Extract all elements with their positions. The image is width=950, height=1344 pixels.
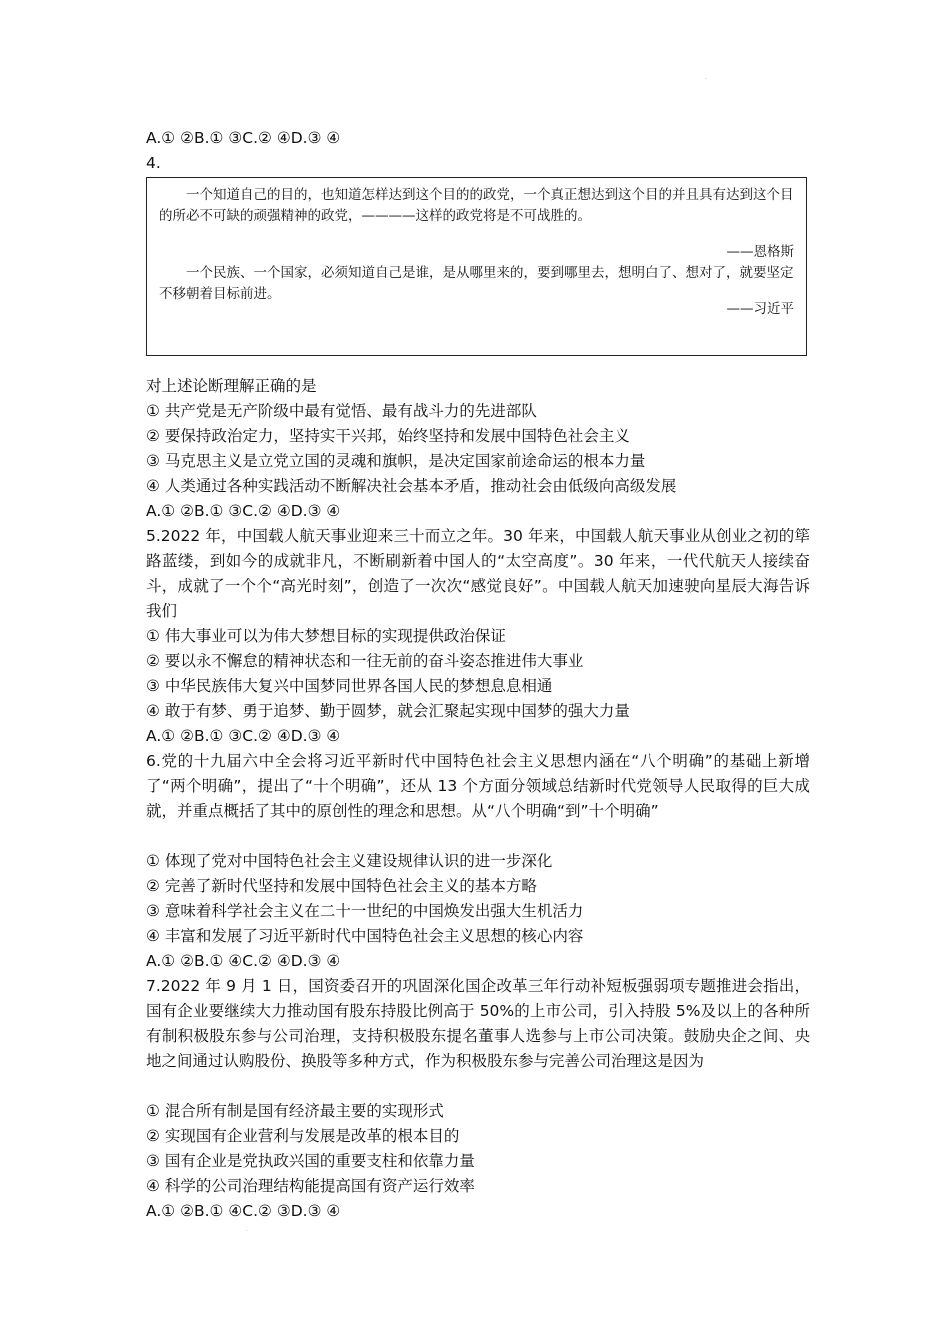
q5-item-4: ④ 敢于有梦、勇于追梦、勤于圆梦，就会汇聚起实现中国梦的强大力量 — [146, 702, 630, 720]
q5-item-2: ② 要以永不懈怠的精神状态和一往无前的奋斗姿态推进伟大事业 — [146, 652, 584, 670]
q5-options: A.① ②B.① ③C.② ④D.③ ④ — [146, 727, 341, 745]
q4-stem: 对上述论断理解正确的是 — [146, 377, 317, 395]
q6-stem: 6.党的十九届六中全会将习近平新时代中国特色社会主义思想内涵在“八个明确”的基础上新增了“两个明确”，提出了“十个明确”，还从 13 个方面分领域总结新时代党领导人民取得的巨大成就，并重点概括了其中的原创性的理念和思想。从“八个明确“到”十个明确” — [146, 752, 810, 820]
q3-options: A.① ②B.① ③C.② ④D.③ ④ — [146, 129, 341, 147]
xi-quote: 一个民族、一个国家，必须知道自己是谁，是从哪里来的，要到哪里去，想明白了、想对了，就要坚定不移朝着目标前进。 — [159, 265, 794, 302]
q7-options: A.① ②B.① ④C.② ③D.③ ④ — [146, 1202, 341, 1220]
q6-item-3: ③ 意味着科学社会主义在二十一世纪的中国焕发出强大生机活力 — [146, 902, 584, 920]
q7-stem: 7.2022 年 9 月 1 日，国资委召开的巩固深化国企改革三年行动补短板强弱项专题推进会指出，国有企业要继续大力推动国有股东持股比例高于 50%的上市公司，引入持股 5%及以上的各种所有制积极股东参与公司治理，支持积极股东提名董事人选参与上市公司决策。鼓励央企之间、央地之间通过认购股份、换股等多种方式，作为积极股东参与完善公司治理这是因为 — [146, 977, 810, 1070]
q6-item-2: ② 完善了新时代坚持和发展中国特色社会主义的基本方略 — [146, 877, 537, 895]
header-dot: · — [705, 76, 707, 83]
q7-item-1: ① 混合所有制是国有经济最主要的实现形式 — [146, 1102, 444, 1120]
q4-item-3: ③ 马克思主义是立党立国的灵魂和旗帜，是决定国家前途命运的根本力量 — [146, 452, 646, 470]
q7-item-3: ③ 国有企业是党执政兴国的重要支柱和依靠力量 — [146, 1152, 475, 1170]
q6-options: A.① ②B.① ④C.② ④D.③ ④ — [146, 952, 341, 970]
q4-item-1: ① 共产党是无产阶级中最有觉悟、最有战斗力的先进部队 — [146, 402, 537, 420]
q7-item-4: ④ 科学的公司治理结构能提高国有资产运行效率 — [146, 1177, 475, 1195]
q7-item-2: ② 实现国有企业营利与发展是改革的根本目的 — [146, 1127, 460, 1145]
q4-number: 4. — [146, 154, 161, 172]
q6-item-1: ① 体现了党对中国特色社会主义建设规律认识的进一步深化 — [146, 852, 553, 870]
engels-attribution: ——恩格斯 — [726, 244, 794, 260]
q4-item-2: ② 要保持政治定力，坚持实干兴邦，始终坚持和发展中国特色社会主义 — [146, 427, 630, 445]
q5-item-3: ③ 中华民族伟大复兴中国梦同世界各国人民的梦想息息相通 — [146, 677, 553, 695]
q4-options: A.① ②B.① ③C.② ④D.③ ④ — [146, 502, 341, 520]
q5-stem: 5.2022 年，中国载人航天事业迎来三十而立之年。30 年来，中国载人航天事业从创业之初的筚路蓝缕，到如今的成就非凡，不断刷新着中国人的“太空高度”。30 年来，一代代航天人接续奋斗，成就了一个个“高光时刻”，创造了一次次“感觉良好”。中国载人航天加速驶向星辰大海告诉我们 — [146, 527, 810, 620]
q5-item-1: ① 伟大事业可以为伟大梦想目标的实现提供政治保证 — [146, 627, 506, 645]
q4-item-4: ④ 人类通过各种实践活动不断解决社会基本矛盾，推动社会由低级向高级发展 — [146, 477, 677, 495]
engels-quote: 一个知道自己的目的，也知道怎样达到这个目的的政党，一个真正想达到这个目的并且具有达到这个目的所必不可缺的顽强精神的政党，————这样的政党将是不可战胜的。 — [159, 187, 794, 224]
xi-attribution: ——习近平 — [726, 301, 794, 317]
footer-dot: · — [246, 1228, 248, 1235]
q6-item-4: ④ 丰富和发展了习近平新时代中国特色社会主义思想的核心内容 — [146, 927, 584, 945]
quote-box — [146, 177, 807, 356]
